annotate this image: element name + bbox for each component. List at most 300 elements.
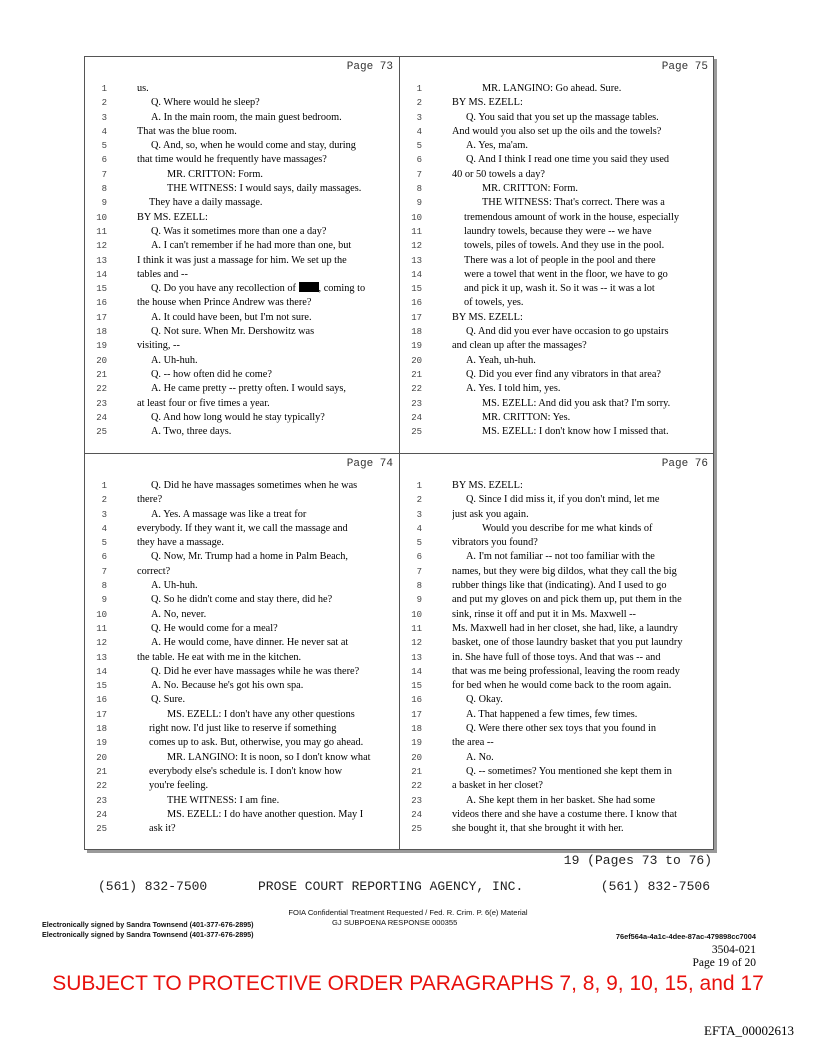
transcript-line <box>85 679 399 693</box>
transcript-line <box>400 311 714 325</box>
transcript-line <box>400 493 714 507</box>
line-text: they have a massage. <box>137 537 224 549</box>
transcript-line <box>85 665 399 679</box>
transcript-line <box>400 125 714 139</box>
transcript-line <box>400 268 714 282</box>
transcript-line <box>400 822 714 836</box>
transcript-line <box>400 325 714 339</box>
line-number: 2 <box>101 98 107 109</box>
line-text: of towels, yes. <box>464 297 524 309</box>
line-text: basket, one of those laundry basket that you put laundry <box>452 637 683 649</box>
page-number-label: Page 74 <box>346 458 393 470</box>
transcript-line <box>85 651 399 665</box>
line-number: 5 <box>416 141 422 152</box>
transcript-line <box>400 339 714 353</box>
line-number: 1 <box>416 84 422 94</box>
transcript-page-73 <box>85 57 399 453</box>
line-number: 22 <box>411 781 422 792</box>
line-number: 4 <box>416 523 422 534</box>
line-text: the house when Prince Andrew was there? <box>137 297 312 309</box>
line-text: tables and -- <box>137 268 188 280</box>
transcript-line <box>400 808 714 822</box>
line-number: 2 <box>416 98 422 109</box>
line-text: A. Yes. A massage was like a treat for <box>151 508 307 520</box>
transcript-line <box>85 425 399 439</box>
transcript-line <box>400 354 714 368</box>
line-text: towels, piles of towels. And they use in the pool. <box>464 240 665 252</box>
line-number: 3 <box>101 112 107 123</box>
line-text <box>137 282 396 296</box>
transcript-line <box>85 636 399 650</box>
transcript-line <box>85 239 399 253</box>
line-text: And would you also set up the oils and the towels? <box>452 125 662 137</box>
transcript-line <box>400 96 714 110</box>
line-text: Q. Where would he sleep? <box>151 97 260 109</box>
transcript-line <box>85 708 399 722</box>
line-text: A. He would come, have dinner. He never sat at <box>151 637 349 649</box>
transcript-line <box>85 608 399 622</box>
line-number: 22 <box>411 384 422 395</box>
line-number: 7 <box>416 566 422 577</box>
line-number: 21 <box>96 369 107 380</box>
line-text: MR. CRITTON: Yes. <box>482 411 571 423</box>
line-text: THE WITNESS: That's correct. There was a <box>482 197 665 209</box>
line-text: A. She kept them in her basket. She had some <box>466 794 656 806</box>
transcript-line <box>85 493 399 507</box>
line-text: A. Two, three days. <box>151 426 232 438</box>
transcript-line <box>85 779 399 793</box>
transcript-line <box>400 508 714 522</box>
page-number-label: Page 75 <box>661 61 708 73</box>
line-text: everybody else's schedule is. I don't know how <box>149 765 343 777</box>
transcript-line <box>400 168 714 182</box>
transcript-line <box>400 779 714 793</box>
transcript-line <box>400 196 714 210</box>
transcript-line <box>85 168 399 182</box>
transcript-line <box>400 397 714 411</box>
transcript-line <box>85 722 399 736</box>
line-text: that was me being professional, leaving the room ready <box>452 665 680 677</box>
line-text: They have a daily massage. <box>149 197 263 209</box>
transcript-line <box>400 579 714 593</box>
transcript-line <box>85 311 399 325</box>
line-text: you're feeling. <box>149 780 209 792</box>
line-text: THE WITNESS: I am fine. <box>167 794 280 806</box>
document-id: 3504-021 <box>711 944 756 956</box>
line-number: 17 <box>96 709 107 720</box>
line-text: Q. Did he have massages sometimes when he was <box>151 480 358 491</box>
line-text: BY MS. EZELL: <box>452 97 523 109</box>
line-number: 20 <box>411 752 422 763</box>
line-number: 10 <box>96 609 107 620</box>
line-number: 2 <box>101 495 107 506</box>
transcript-line <box>400 182 714 196</box>
transcript-line <box>400 608 714 622</box>
line-number: 1 <box>101 481 107 491</box>
transcript-lines <box>85 82 399 439</box>
line-number: 17 <box>96 312 107 323</box>
transcript-line <box>85 736 399 750</box>
transcript-grid <box>84 56 714 850</box>
line-number: 5 <box>101 141 107 152</box>
transcript-line <box>85 794 399 808</box>
transcript-line <box>400 382 714 396</box>
transcript-line <box>85 522 399 536</box>
line-number: 23 <box>96 795 107 806</box>
line-text: A. I can't remember if he had more than one, but <box>151 240 352 252</box>
transcript-line <box>85 822 399 836</box>
line-number: 15 <box>411 284 422 295</box>
transcript-line <box>85 111 399 125</box>
line-text: A. No. Because he's got his own spa. <box>151 680 304 692</box>
line-number: 13 <box>411 652 422 663</box>
line-text-part: Q. Do you have any recollection of <box>151 283 299 295</box>
line-text: ask it? <box>149 823 176 835</box>
line-text: a basket in her closet? <box>452 780 543 792</box>
line-number: 17 <box>411 312 422 323</box>
line-text-part: , coming to <box>318 283 366 295</box>
line-number: 15 <box>96 681 107 692</box>
line-text: MR. CRITTON: Form. <box>167 168 263 180</box>
line-text: A. No, never. <box>151 608 207 620</box>
line-text: MS. EZELL: I don't know how I missed that. <box>482 426 669 438</box>
line-text: and pick it up, wash it. So it was -- it was a lot <box>464 283 655 295</box>
transcript-line <box>400 593 714 607</box>
transcript-page-75 <box>400 57 714 453</box>
line-number: 21 <box>411 766 422 777</box>
signature-line-1: Electronically signed by Sandra Townsend (401-377-676-2895) <box>42 920 254 929</box>
line-number: 15 <box>96 284 107 295</box>
transcript-line <box>400 536 714 550</box>
line-number: 20 <box>411 355 422 366</box>
line-text: she bought it, that she brought it with her. <box>452 823 624 835</box>
gj-subpoena-label: GJ SUBPOENA RESPONSE 000355 <box>332 918 458 927</box>
transcript-page-74 <box>85 454 399 850</box>
line-text: at least four or five times a year. <box>137 397 270 409</box>
transcript-line <box>85 382 399 396</box>
line-number: 24 <box>96 809 107 820</box>
line-text: were a towel that went in the floor, we have to go <box>464 268 668 280</box>
line-text: Q. Since I did miss it, if you don't mind, let me <box>466 494 660 506</box>
transcript-line <box>400 225 714 239</box>
line-text: the area -- <box>452 737 494 749</box>
line-number: 16 <box>96 695 107 706</box>
line-number: 8 <box>101 184 107 195</box>
line-text: BY MS. EZELL: <box>137 211 208 223</box>
transcript-line <box>85 536 399 550</box>
transcript-line <box>400 722 714 736</box>
line-number: 19 <box>96 738 107 749</box>
transcript-line <box>400 254 714 268</box>
document-hash: 76ef564a-4a1c-4dee-87ac-479898cc7004 <box>615 932 756 941</box>
line-text: rubber things like that (indicating). And I used to go <box>452 580 667 592</box>
transcript-line <box>400 522 714 536</box>
line-number: 25 <box>411 824 422 835</box>
line-number: 16 <box>96 298 107 309</box>
transcript-line <box>400 368 714 382</box>
line-number: 6 <box>416 552 422 563</box>
line-text: comes up to ask. But, otherwise, you may go ahead. <box>149 737 364 749</box>
line-text: tremendous amount of work in the house, especially <box>464 211 680 223</box>
line-number: 8 <box>416 581 422 592</box>
line-number: 9 <box>101 198 107 209</box>
transcript-line <box>85 808 399 822</box>
transcript-page-76 <box>400 454 714 850</box>
page-number-label: Page 73 <box>346 61 393 73</box>
transcript-line <box>85 339 399 353</box>
line-text: A. Yeah, uh-huh. <box>466 354 536 366</box>
transcript-line <box>85 282 399 296</box>
transcript-line <box>85 579 399 593</box>
transcript-line <box>85 153 399 167</box>
transcript-line <box>85 693 399 707</box>
signature-line-2: Electronically signed by Sandra Townsend (401-377-676-2895) <box>42 930 254 939</box>
transcript-line <box>400 565 714 579</box>
line-text: Q. Was it sometimes more than one a day? <box>151 225 327 237</box>
line-number: 8 <box>416 184 422 195</box>
agency-name: PROSE COURT REPORTING AGENCY, INC. <box>258 879 524 894</box>
line-text: laundry towels, because they were -- we have <box>464 225 652 237</box>
transcript-line <box>400 679 714 693</box>
line-number: 13 <box>96 652 107 663</box>
line-number: 23 <box>411 795 422 806</box>
line-number: 6 <box>416 155 422 166</box>
line-text: Q. -- how often did he come? <box>151 368 272 380</box>
transcript-line <box>400 550 714 564</box>
line-number: 3 <box>416 509 422 520</box>
redaction-box <box>299 282 319 292</box>
transcript-line <box>85 196 399 210</box>
line-number: 12 <box>411 638 422 649</box>
line-text: MR. LANGINO: It is noon, so I don't know what <box>167 751 371 763</box>
transcript-line <box>400 411 714 425</box>
transcript-line <box>85 296 399 310</box>
transcript-line <box>400 751 714 765</box>
transcript-line <box>400 636 714 650</box>
page-range-summary: 19 (Pages 73 to 76) <box>563 853 712 868</box>
line-text: just ask you again. <box>452 508 529 520</box>
line-number: 19 <box>411 738 422 749</box>
line-number: 4 <box>416 126 422 137</box>
transcript-line <box>85 254 399 268</box>
line-number: 2 <box>416 495 422 506</box>
line-number: 12 <box>96 638 107 649</box>
transcript-line <box>400 282 714 296</box>
line-number: 25 <box>96 427 107 438</box>
line-text: Q. And, so, when he would come and stay, during <box>151 140 356 152</box>
line-number: 1 <box>101 84 107 94</box>
line-text: the table. He eat with me in the kitchen. <box>137 651 302 663</box>
line-text: There was a lot of people in the pool and there <box>464 254 656 266</box>
line-number: 7 <box>416 169 422 180</box>
line-number: 18 <box>96 724 107 735</box>
transcript-line <box>85 411 399 425</box>
bates-number: EFTA_00002613 <box>704 1023 794 1038</box>
transcript-line <box>400 665 714 679</box>
line-text: Q. Did you ever find any vibrators in that area? <box>466 368 662 380</box>
line-text: there? <box>137 494 163 506</box>
line-number: 25 <box>411 427 422 438</box>
line-number: 10 <box>96 212 107 223</box>
line-text: for bed when he would come back to the room again. <box>452 680 672 692</box>
line-number: 9 <box>101 595 107 606</box>
transcript-line <box>85 225 399 239</box>
transcript-line <box>85 751 399 765</box>
transcript-line <box>400 111 714 125</box>
transcript-line <box>400 82 714 96</box>
line-text: sink, rinse it off and put it in Ms. Maxwell -- <box>452 608 636 620</box>
line-text: MS. EZELL: I do have another question. May I <box>167 808 364 820</box>
line-number: 10 <box>411 609 422 620</box>
line-number: 21 <box>411 369 422 380</box>
line-text: Q. Now, Mr. Trump had a home in Palm Beach, <box>151 551 348 563</box>
transcript-line <box>85 96 399 110</box>
transcript-line <box>85 211 399 225</box>
line-number: 13 <box>96 255 107 266</box>
line-number: 24 <box>411 809 422 820</box>
line-text: Q. Okay. <box>466 694 503 706</box>
transcript-line <box>85 550 399 564</box>
line-number: 5 <box>416 538 422 549</box>
line-number: 11 <box>411 623 422 634</box>
line-text: that time would he frequently have massages? <box>137 154 327 166</box>
line-number: 14 <box>411 666 422 677</box>
line-number: 23 <box>96 398 107 409</box>
line-number: 11 <box>96 623 107 634</box>
transcript-line <box>85 182 399 196</box>
line-text: A. It could have been, but I'm not sure. <box>151 311 312 323</box>
transcript-line <box>85 368 399 382</box>
line-text: Q. He would come for a meal? <box>151 622 278 634</box>
line-text: I think it was just a massage for him. We set up the <box>137 254 347 266</box>
line-text: in. She have full of those toys. And that was -- and <box>452 651 661 663</box>
line-text: correct? <box>137 565 171 577</box>
line-number: 3 <box>416 112 422 123</box>
line-text: MS. EZELL: And did you ask that? I'm sorry. <box>482 397 671 409</box>
line-number: 12 <box>96 241 107 252</box>
line-number: 9 <box>416 595 422 606</box>
transcript-lines <box>85 479 399 836</box>
line-text: A. He came pretty -- pretty often. I would says, <box>151 383 347 395</box>
transcript-line <box>400 708 714 722</box>
line-number: 4 <box>101 523 107 534</box>
line-number: 11 <box>411 226 422 237</box>
line-number: 25 <box>96 824 107 835</box>
line-number: 13 <box>411 255 422 266</box>
transcript-line <box>85 622 399 636</box>
line-number: 19 <box>411 341 422 352</box>
line-text: BY MS. EZELL: <box>452 311 523 323</box>
line-text: That was the blue room. <box>137 125 237 137</box>
line-number: 6 <box>101 552 107 563</box>
line-text: A. Yes, ma'am. <box>466 140 528 152</box>
line-number: 14 <box>96 666 107 677</box>
line-number: 3 <box>101 509 107 520</box>
line-text: A. I'm not familiar -- not too familiar with the <box>466 551 655 563</box>
line-text: everybody. If they want it, we call the massage and <box>137 522 348 534</box>
line-text: THE WITNESS: I would says, daily massages. <box>167 183 362 195</box>
transcript-line <box>85 593 399 607</box>
line-text: us. <box>137 83 149 94</box>
line-number: 7 <box>101 169 107 180</box>
line-number: 10 <box>411 212 422 223</box>
line-text: Would you describe for me what kinds of <box>482 522 653 534</box>
line-text: A. No. <box>466 751 494 763</box>
transcript-line <box>400 693 714 707</box>
line-number: 14 <box>96 269 107 280</box>
line-number: 1 <box>416 481 422 491</box>
line-number: 22 <box>96 384 107 395</box>
transcript-line <box>400 425 714 439</box>
page-number-label: Page 76 <box>661 458 708 470</box>
line-number: 5 <box>101 538 107 549</box>
transcript-lines <box>400 479 714 836</box>
line-number: 20 <box>96 752 107 763</box>
transcript-line <box>400 139 714 153</box>
line-text: A. Uh-huh. <box>151 580 198 592</box>
phone-right: (561) 832-7506 <box>600 879 710 894</box>
transcript-line <box>85 139 399 153</box>
transcript-line <box>400 296 714 310</box>
line-number: 24 <box>411 412 422 423</box>
line-number: 20 <box>96 355 107 366</box>
transcript-line <box>400 736 714 750</box>
line-number: 8 <box>101 581 107 592</box>
line-text: names, but they were big dildos, what they call the big <box>452 565 677 577</box>
line-text: 40 or 50 towels a day? <box>452 168 545 180</box>
line-text: Q. Did he ever have massages while he was there? <box>151 665 360 677</box>
horizontal-divider <box>85 453 713 454</box>
line-number: 9 <box>416 198 422 209</box>
transcript-line <box>85 354 399 368</box>
transcript-line <box>400 479 714 493</box>
protective-order-banner: SUBJECT TO PROTECTIVE ORDER PARAGRAPHS 7, 8, 9, 10, 15, and 17 <box>52 972 764 995</box>
line-number: 19 <box>96 341 107 352</box>
line-text: and clean up after the massages? <box>452 340 587 352</box>
transcript-line <box>85 508 399 522</box>
line-text: Q. Not sure. When Mr. Dershowitz was <box>151 326 315 338</box>
line-text: Q. And I think I read one time you said they used <box>466 154 670 166</box>
line-text: A. Yes. I told him, yes. <box>466 383 561 395</box>
line-number: 11 <box>96 226 107 237</box>
line-text: vibrators you found? <box>452 537 538 549</box>
transcript-line <box>400 153 714 167</box>
line-number: 18 <box>411 327 422 338</box>
line-text: Q. So he didn't come and stay there, did he? <box>151 594 333 606</box>
line-text: Q. You said that you set up the massage tables. <box>466 111 659 123</box>
transcript-line <box>85 325 399 339</box>
transcript-line <box>400 794 714 808</box>
transcript-lines <box>400 82 714 439</box>
transcript-line <box>400 651 714 665</box>
transcript-line <box>85 82 399 96</box>
line-number: 18 <box>411 724 422 735</box>
transcript-line <box>85 397 399 411</box>
line-text: BY MS. EZELL: <box>452 480 523 491</box>
transcript-line <box>85 479 399 493</box>
line-number: 16 <box>411 298 422 309</box>
transcript-line <box>400 211 714 225</box>
transcript-line <box>85 565 399 579</box>
phone-left: (561) 832-7500 <box>98 879 208 894</box>
transcript-line <box>85 125 399 139</box>
line-text: visiting, -- <box>137 340 180 352</box>
page-of-total: Page 19 of 20 <box>692 957 756 969</box>
line-number: 4 <box>101 126 107 137</box>
line-text: Q. -- sometimes? You mentioned she kept them in <box>466 765 672 777</box>
transcript-line <box>400 239 714 253</box>
line-number: 14 <box>411 269 422 280</box>
